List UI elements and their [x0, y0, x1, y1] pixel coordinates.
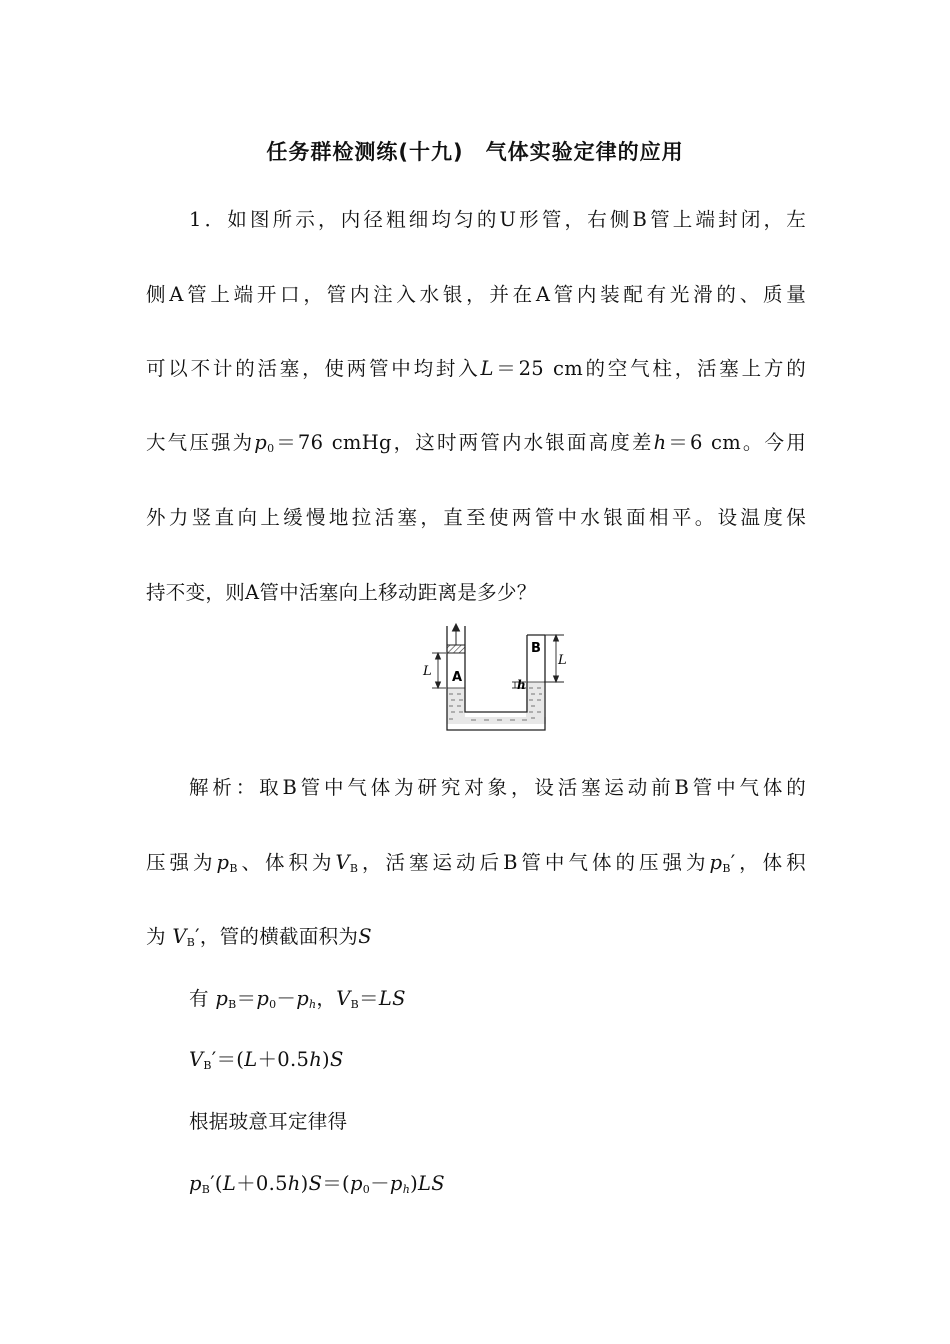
solution-line-3: 为 $V_B'$，管的横截面积为S — [146, 925, 372, 949]
question-line-3: 可以不计的活塞，使两管中均封入L＝25 cm的空气柱，活塞上方的 — [146, 357, 806, 380]
question-line-1: 1．如图所示，内径粗细均匀的U形管，右侧B管上端封闭，左 — [189, 208, 806, 231]
question-line-6: 持不变，则A管中活塞向上移动距离是多少？ — [146, 581, 537, 604]
equation-1: 有 $p_B=p_0-p_h$，$V_B=LS$ — [189, 987, 406, 1011]
solution-line-2: 压强为$p_B$、体积为$V_B$，活塞运动后B管中气体的压强为$p_B'$，体积 — [146, 851, 806, 875]
question-line-5: 外力竖直向上缓慢地拉活塞，直至使两管中水银面相平。设温度保 — [146, 506, 806, 529]
page-title: 任务群检测练(十九) 气体实验定律的应用 — [266, 140, 684, 164]
pull-arrow-icon — [453, 624, 460, 645]
label-l-left: L — [423, 664, 432, 679]
solution-line-1: 解析：取B管中气体为研究对象，设活塞运动前B管中气体的 — [189, 776, 806, 799]
right-l-dimension-ext — [544, 632, 574, 684]
u-tube-figure — [416, 622, 546, 738]
equation-2: $V_B'=(L+0.5h)S$ — [189, 1048, 344, 1072]
left-l-dimension — [432, 653, 446, 688]
question-line-4: 大气压强为$p_0=76$ cmHg，这时两管内水银面高度差h＝6 cm。今用 — [146, 431, 806, 455]
piston — [447, 645, 465, 653]
label-l-right: L — [558, 653, 567, 668]
label-b: B — [531, 641, 541, 656]
question-line-2: 侧A管上端开口，管内注入水银，并在A管内装配有光滑的、质量 — [146, 283, 806, 306]
label-a: A — [452, 670, 463, 685]
boyle-law-line: 根据玻意耳定律得 — [189, 1110, 348, 1133]
label-h: h — [517, 678, 526, 692]
equation-3: $p_B'(L+0.5h)S=(p_0-p_h)LS$ — [189, 1172, 445, 1196]
